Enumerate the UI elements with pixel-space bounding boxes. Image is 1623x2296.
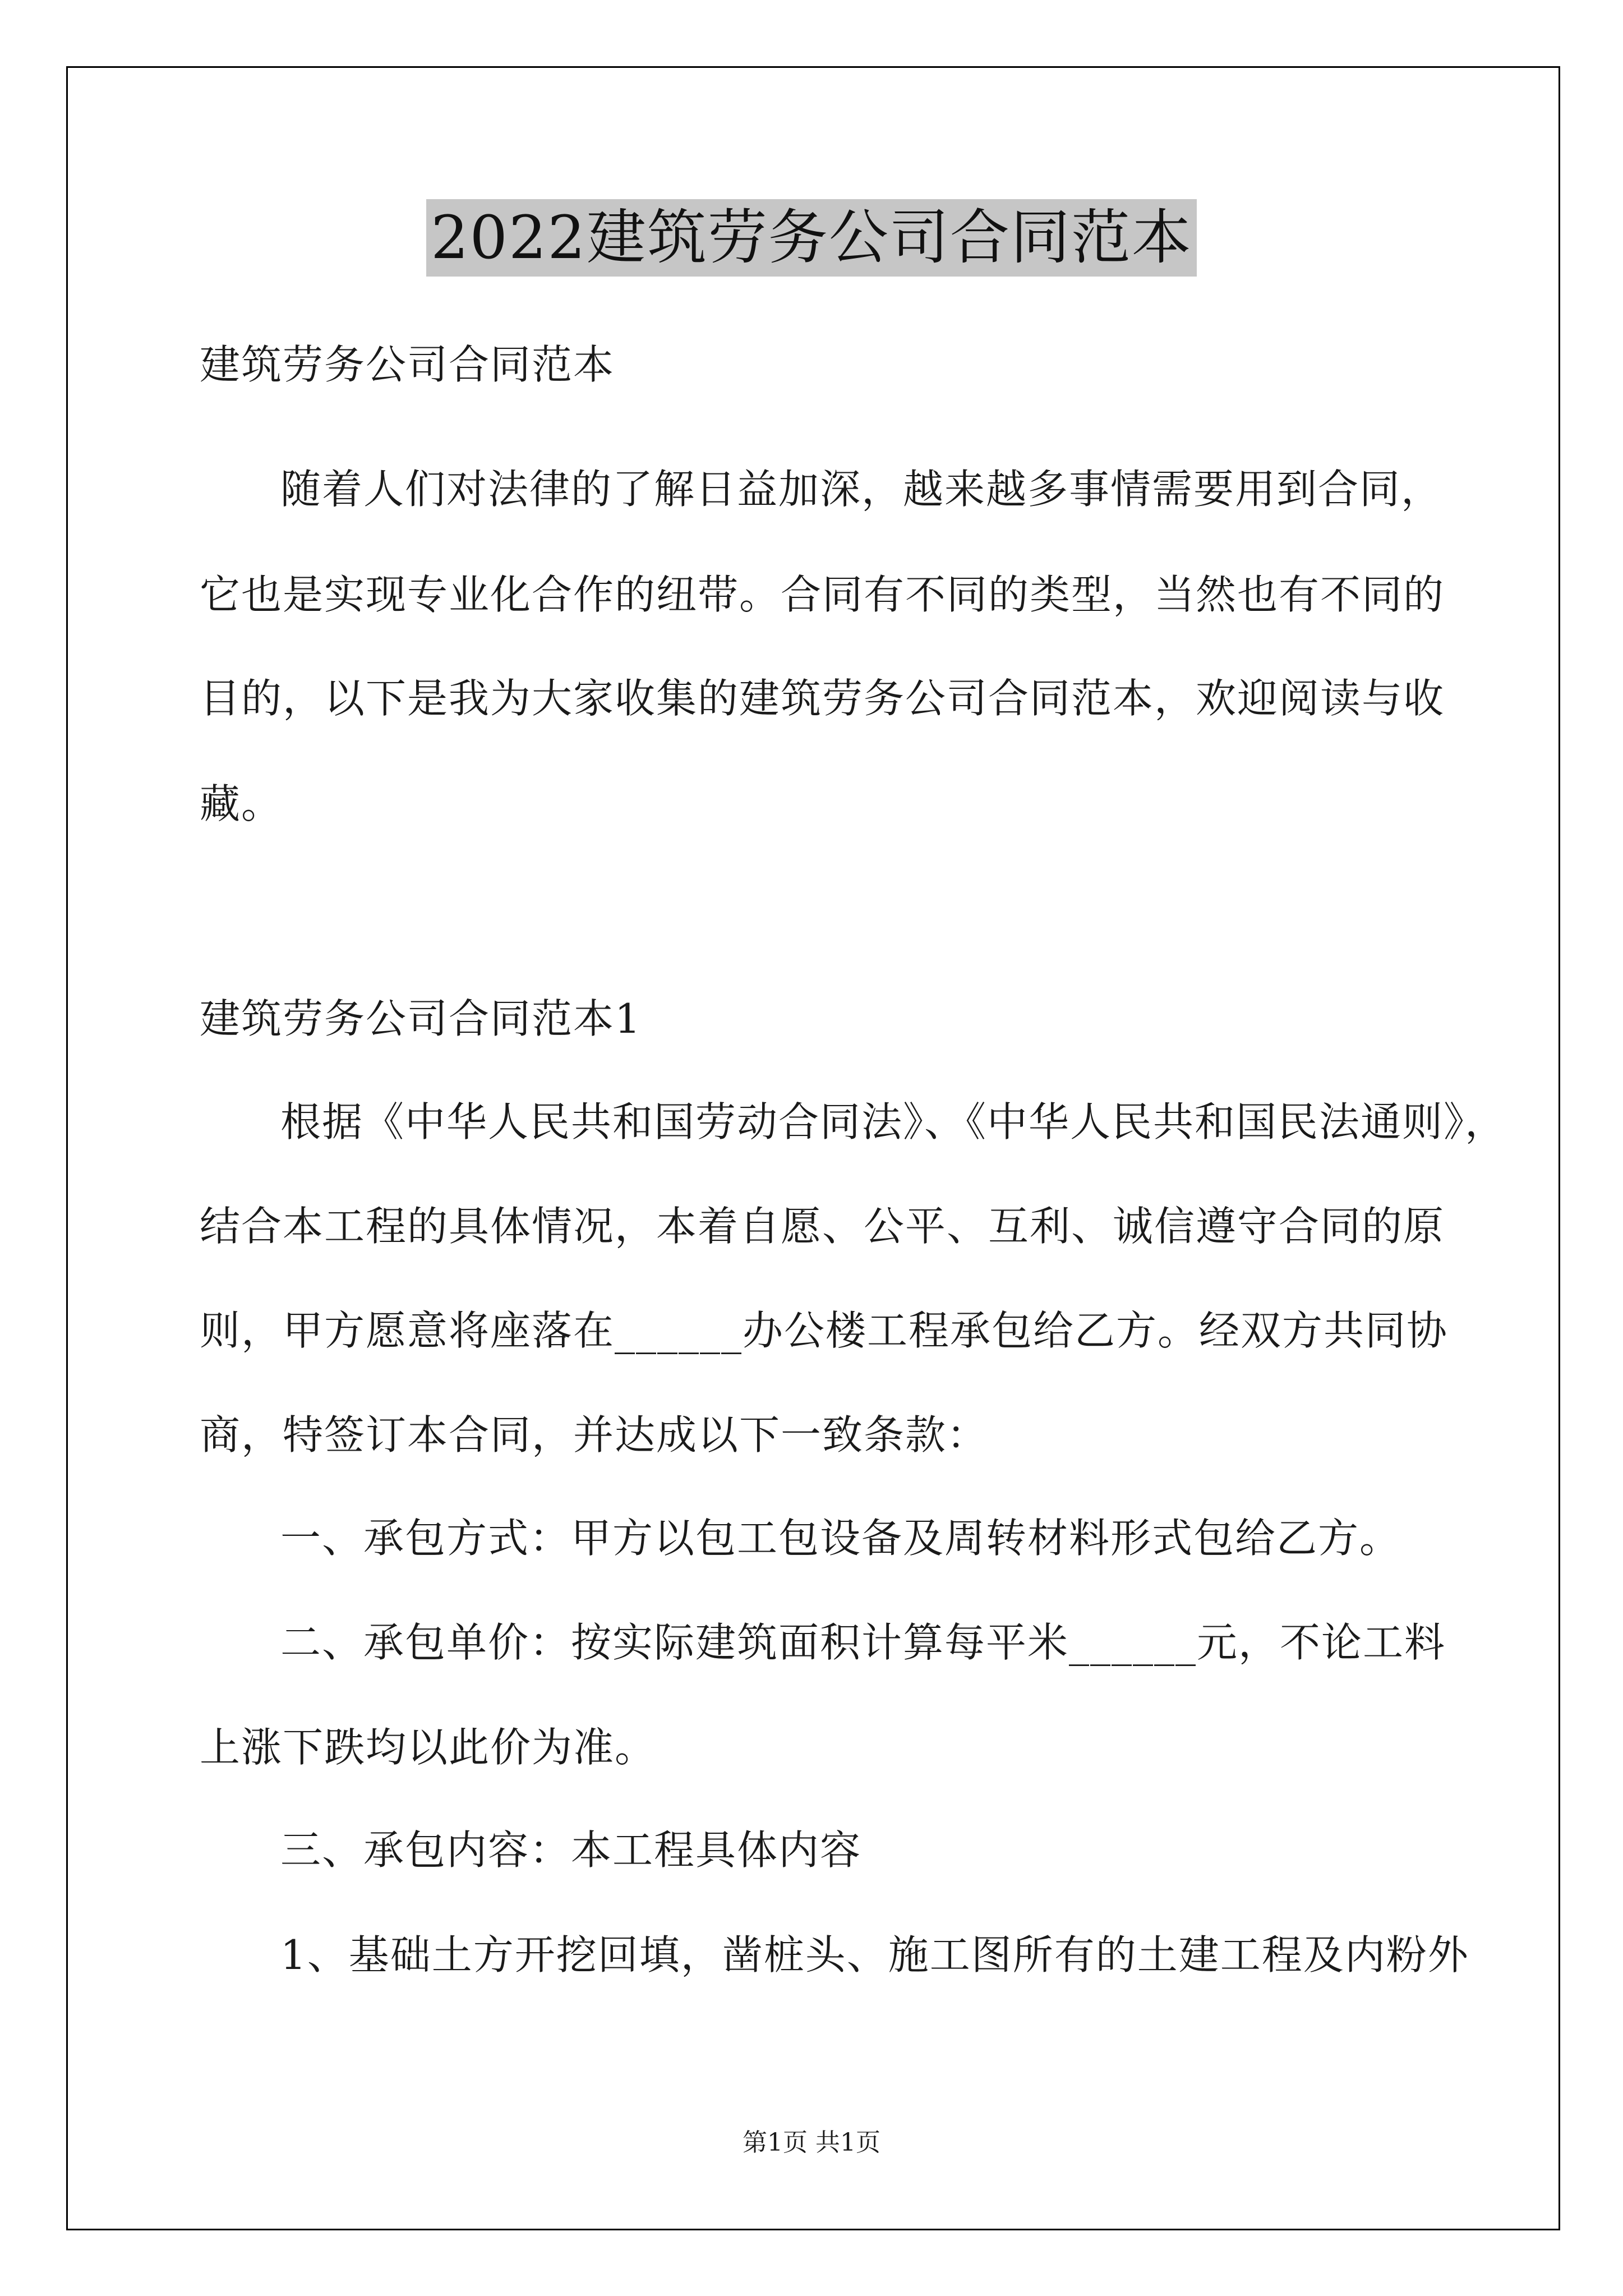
paragraph-line: 商，特签订本合同，并达成以下一致条款： (200, 1411, 989, 1458)
paragraph-line: 它也是实现专业化合作的纽带。合同有不同的类型，当然也有不同的 (200, 571, 1445, 618)
paragraph-line: 上涨下跌均以此价为准。 (200, 1724, 657, 1771)
clause-line: 一、承包方式：甲方以包工包设备及周转材料形式包给乙方。 (280, 1515, 1401, 1562)
clause-line: 1、基础土方开挖回填，凿桩头、施工图所有的土建工程及内粉外 (280, 1931, 1469, 1978)
paragraph-line: 目的，以下是我为大家收集的建筑劳务公司合同范本，欢迎阅读与收 (200, 675, 1445, 722)
section-heading: 建筑劳务公司合同范本 (200, 341, 615, 388)
clause-line: 二、承包单价：按实际建筑面积计算每平米______元，不论工料 (280, 1619, 1446, 1666)
paragraph-line: 则，甲方愿意将座落在______办公楼工程承包给乙方。经双方共同协 (200, 1307, 1449, 1354)
document-title: 2022建筑劳务公司合同范本 (426, 199, 1197, 277)
paragraph-line: 结合本工程的具体情况，本着自愿、公平、互利、诚信遵守合同的原 (200, 1203, 1445, 1250)
paragraph-line: 藏。 (200, 780, 283, 827)
section-heading: 建筑劳务公司合同范本1 (200, 995, 642, 1042)
page-footer: 第1页 共1页 (743, 2128, 880, 2157)
paragraph-line: 根据《中华人民共和国劳动合同法》、《中华人民共和国民法通则》， (280, 1098, 1507, 1145)
paragraph-line: 随着人们对法律的了解日益加深，越来越多事情需要用到合同， (280, 466, 1443, 513)
clause-line: 三、承包内容：本工程具体内容 (280, 1826, 862, 1874)
title-container (0, 199, 1623, 277)
